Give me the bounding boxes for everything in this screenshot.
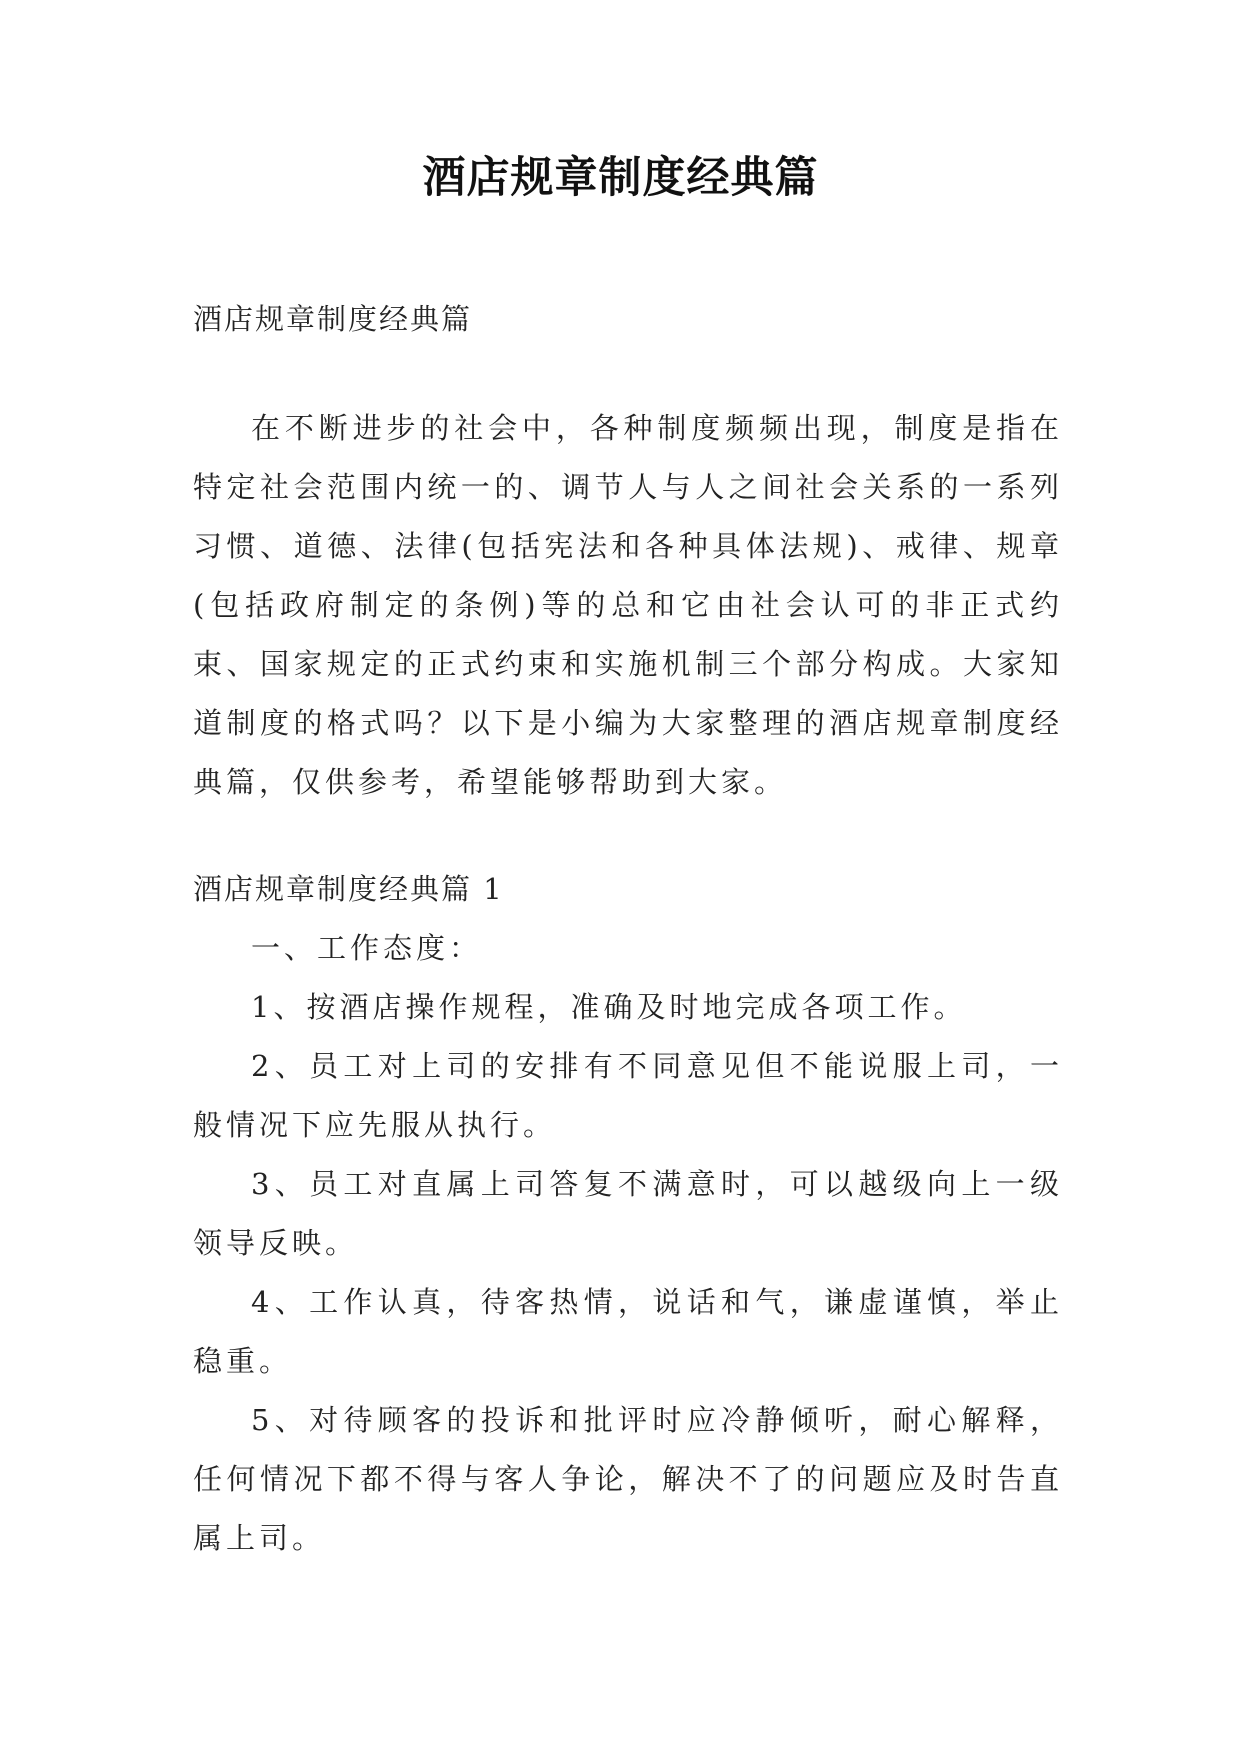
list-item: 1、按酒店操作规程，准确及时地完成各项工作。 xyxy=(251,990,967,1024)
document-subtitle: 酒店规章制度经典篇 xyxy=(193,302,473,336)
list-item: 3、员工对直属上司答复不满意时，可以越级向上一级领导反映。 xyxy=(193,1167,1063,1260)
document-title: 酒店规章制度经典篇 xyxy=(422,153,819,203)
list-item: 2、员工对上司的安排有不同意见但不能说服上司，一般情况下应先服从执行。 xyxy=(193,1049,1063,1142)
section-heading: 酒店规章制度经典篇 1 xyxy=(193,872,504,906)
list-item: 4、工作认真，待客热情，说话和气，谦虚谨慎，举止稳重。 xyxy=(193,1285,1063,1378)
list-item: 5、对待顾客的投诉和批评时应冷静倾听，耐心解释，任何情况下都不得与客人争论，解决不了的问题应及时告直属上司。 xyxy=(193,1403,1063,1555)
document-body xyxy=(193,290,1063,1568)
subsection-heading: 一、工作态度： xyxy=(251,931,483,965)
intro-paragraph: 在不断进步的社会中，各种制度频频出现，制度是指在特定社会范围内统一的、调节人与人之间社会关系的一系列习惯、道德、法律(包括宪法和各种具体法规)、戒律、规章(包括政府制定的条例)等的总和它由社会认可的非正式约束、国家规定的正式约束和实施机制三个部分构成。大家知道制度的格式吗？以下是小编为大家整理的酒店规章制度经典篇，仅供参考，希望能够帮助到大家。 xyxy=(193,411,1063,799)
